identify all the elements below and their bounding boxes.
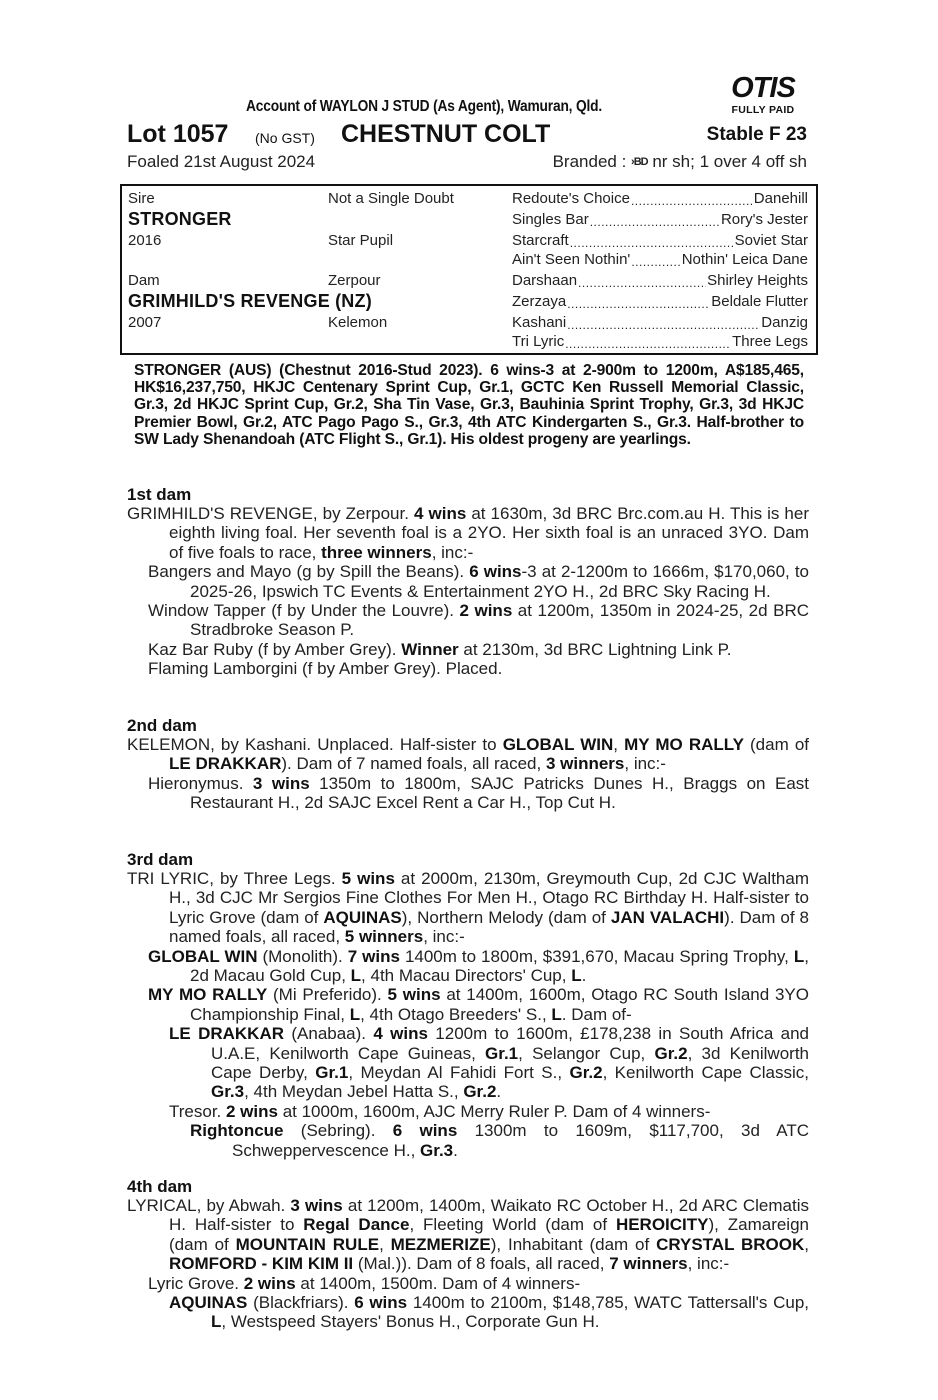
progeny-entry xyxy=(127,1293,809,1332)
sire-dam: Star Pupil xyxy=(328,232,394,249)
bold-highlight: MOUNTAIN RULE xyxy=(235,1234,380,1254)
text-run: , Fleeting World (dam of xyxy=(409,1215,616,1235)
leader-dots xyxy=(631,251,680,271)
text-run: (Sebring). xyxy=(283,1121,393,1141)
bold-highlight: L xyxy=(350,966,362,986)
text-run: , Kenilworth Cape Classic, xyxy=(602,1063,810,1083)
branded-prefix: Branded : xyxy=(552,152,632,171)
bold-highlight: Gr.1 xyxy=(485,1043,519,1063)
sire-label: Sire xyxy=(128,190,155,207)
text-run: (Mi Preferido). xyxy=(267,985,388,1005)
grandparent-row xyxy=(512,293,808,313)
bold-highlight: 4 wins xyxy=(373,1024,428,1044)
pedigree-table xyxy=(120,184,818,355)
bold-highlight: Gr.1 xyxy=(315,1063,349,1083)
text-run: Tresor. xyxy=(169,1101,226,1121)
text-run: 1200m to 1600m, £178,238 in South Africa and U.A.E, Kenilworth Cape Guineas, xyxy=(211,1024,809,1063)
text-run: . Dam of- xyxy=(561,1004,632,1024)
text-run: Flaming Lamborgini (f by Amber Grey). Placed. xyxy=(148,659,503,679)
brand-mark-icon: ›BD xyxy=(631,156,648,168)
text-run: , Selangor Cup, xyxy=(518,1043,655,1063)
dam-section-3 xyxy=(127,850,809,1160)
dam-year: 2007 xyxy=(128,314,162,331)
text-run: Kaz Bar Ruby (f by Amber Grey). xyxy=(148,639,402,659)
bold-highlight: LE DRAKKAR xyxy=(169,1024,285,1044)
progeny-entry xyxy=(127,947,809,986)
bold-highlight: 6 wins xyxy=(354,1293,408,1313)
bold-highlight: LE DRAKKAR xyxy=(169,754,282,774)
text-run: ). Dam of 7 named foals, all raced, xyxy=(281,754,546,774)
section-heading: 1st dam xyxy=(127,485,192,504)
leader-dots xyxy=(565,333,731,353)
fully-paid-label: FULLY PAID xyxy=(731,104,795,116)
bold-highlight: 3 wins xyxy=(252,773,310,793)
bold-highlight: 6 wins xyxy=(469,562,522,582)
bold-highlight: 7 winners xyxy=(609,1254,688,1274)
bold-highlight: MY MO RALLY xyxy=(148,985,268,1005)
progeny-entry xyxy=(127,1121,809,1160)
dam-sire: Zerpour xyxy=(328,272,381,289)
sire-summary: STRONGER (AUS) (Chestnut 2016-Stud 2023). 6 wins-3 at 2-900m to 1200m, A$185,465, HK$16,237,750, HKJC Centenary Sprint Cup, Gr.1, GCTC Ken Russell Memorial Classic, Gr.3, 2d HKJC Sprint Cup, Gr.2, Sha Tin Vase, Gr.3, Bauhinia Sprint Trophy, Gr.3, 3d HKJC Premier Bowl, Gr.2, ATC Pago Pago S., Gr.3, 4th ATC Kindergarten S., Gr.3. Half-brother to SW Lady Shenandoah (ATC Flight S., Gr.1). His oldest progeny are yearlings. xyxy=(134,362,804,448)
text-run: (Mal.)). Dam of 8 foals, all raced, xyxy=(353,1254,610,1274)
great-grandsire: Danehill xyxy=(753,190,808,207)
bold-highlight: three winners xyxy=(321,542,432,562)
text-run: (dam of xyxy=(743,735,810,754)
text-run: at 1200m, 1400m, Waikato RC October H., 2d ARC Clematis H. Half-sister to xyxy=(169,1196,809,1235)
bold-highlight: L xyxy=(211,1312,222,1332)
dam-summary xyxy=(127,504,809,562)
otis-fully-paid-logo xyxy=(720,74,806,118)
bold-highlight: CRYSTAL BROOK xyxy=(656,1234,805,1254)
grandparent-row xyxy=(512,333,808,353)
text-run: at 2130m, 3d BRC Lightning Link P. xyxy=(458,639,732,659)
vendor-account: Account of WAYLON J STUD (As Agent), Wamuran, Qld. xyxy=(246,98,603,115)
granddam: Ain't Seen Nothin' xyxy=(512,251,631,268)
text-run: 1350m to 1800m, SAJC Patricks Dunes H., Braggs on East Restaurant H., 2d SAJC Excel Rent a Car H., Top Cut H. xyxy=(190,773,810,813)
dam-section-2 xyxy=(127,716,809,813)
grandparent-row xyxy=(512,314,808,334)
grandparent-row xyxy=(512,211,808,231)
text-run: . xyxy=(496,1082,502,1102)
great-grandsire: Shirley Heights xyxy=(707,272,808,289)
bold-highlight: L xyxy=(793,946,805,966)
granddam-sire: Three Legs xyxy=(732,333,808,350)
foaled-date: Foaled 21st August 2024 xyxy=(127,152,316,171)
otis-logo-icon: OTIS xyxy=(731,72,795,104)
entries xyxy=(127,869,809,1160)
leader-dots xyxy=(590,211,720,231)
text-run: . xyxy=(453,1140,458,1160)
bold-highlight: 5 wins xyxy=(341,869,395,888)
dam-summary xyxy=(127,735,809,774)
bold-highlight: GLOBAL WIN xyxy=(502,735,614,754)
granddam-sire: Rory's Jester xyxy=(720,211,808,228)
text-run: Hieronymus. xyxy=(148,773,253,793)
progeny-entry xyxy=(127,659,809,678)
text-run: 1400m to 2100m, $148,785, WATC Tattersall's Cup, xyxy=(407,1293,809,1313)
text-run: GRIMHILD'S REVENGE, by Zerpour. xyxy=(127,504,414,523)
text-run: at 1000m, 1600m, AJC Merry Ruler P. Dam of 4 winners- xyxy=(277,1101,711,1121)
bold-highlight: GLOBAL WIN xyxy=(148,946,258,966)
text-run: , Meydan Al Fahidi Fort S., xyxy=(348,1063,570,1083)
dam-label: Dam xyxy=(128,272,160,289)
section-heading: 2nd dam xyxy=(127,716,197,735)
great-grandsire: Soviet Star xyxy=(734,232,808,249)
granddam: Tri Lyric xyxy=(512,333,565,350)
text-run: Bangers and Mayo (g by Spill the Beans). xyxy=(148,562,470,582)
progeny-entry xyxy=(127,1274,809,1293)
bold-highlight: Winner xyxy=(401,639,459,659)
bold-highlight: 7 wins xyxy=(347,946,400,966)
bold-highlight: Gr.2 xyxy=(569,1063,603,1083)
bold-highlight: 3 wins xyxy=(290,1196,343,1215)
grandparent-row xyxy=(512,190,808,210)
progeny-entry xyxy=(127,1102,809,1121)
text-run: . xyxy=(581,966,587,986)
leader-dots xyxy=(631,190,753,210)
bold-highlight: 5 wins xyxy=(387,985,441,1005)
grandparent-row xyxy=(512,232,808,252)
text-run: , xyxy=(804,1234,810,1254)
grandsire: Redoute's Choice xyxy=(512,190,630,207)
text-run: at 1630m, 3d BRC Brc.com.au H. This is her eighth living foal. Her seventh foal is a 2YO. Her sixth foal is an unraced 3YO. Dam of five foals to race, xyxy=(169,504,809,562)
bold-highlight: AQUINAS xyxy=(323,907,402,927)
entries xyxy=(127,735,809,813)
text-run: ), Zamareign (dam of xyxy=(169,1215,809,1254)
bold-highlight: 6 wins xyxy=(392,1121,458,1141)
text-run: , inc:- xyxy=(431,542,474,562)
progeny-entry xyxy=(127,562,809,601)
bold-highlight: 2 wins xyxy=(243,1273,296,1293)
bold-highlight: AQUINAS xyxy=(169,1293,248,1313)
bold-highlight: MY MO RALLY xyxy=(624,735,744,754)
leader-dots xyxy=(567,293,710,313)
progeny-entry xyxy=(127,601,809,640)
lot-number: Lot 1057 xyxy=(127,120,229,148)
section-heading: 4th dam xyxy=(127,1177,193,1196)
text-run: (Blackfriars). xyxy=(247,1293,355,1313)
text-run: 1300m to 1609m, $117,700, 3d ATC Schweppervescence H., xyxy=(232,1121,809,1160)
gst-note: (No GST) xyxy=(255,130,315,146)
text-run: , inc:- xyxy=(423,927,465,947)
granddam-sire: Beldale Flutter xyxy=(711,293,808,310)
grandsire: Starcraft xyxy=(512,232,569,249)
text-run: -3 at 2-1200m to 1666m, $170,060, to 2025-26, Ipswich TC Events & Entertainment 2YO H., 2d BRC Sky Racing H. xyxy=(190,562,809,601)
granddam: Singles Bar xyxy=(512,211,589,228)
dam-section-1 xyxy=(127,485,809,679)
text-run: Window Tapper (f by Under the Louvre). xyxy=(148,601,460,621)
section-heading: 3rd dam xyxy=(127,850,194,869)
text-run: ). Dam of 8 named foals, all raced, xyxy=(169,907,809,947)
sire-name: STRONGER xyxy=(128,209,232,229)
sire-year: 2016 xyxy=(128,232,162,249)
text-run: , 2d Macau Gold Cup, xyxy=(190,946,809,986)
text-run: , 4th Macau Directors' Cup, xyxy=(361,966,572,986)
dam-summary xyxy=(127,1196,809,1274)
text-run: , xyxy=(379,1234,391,1254)
text-run: at 1400m, 1500m. Dam of 4 winners- xyxy=(295,1273,581,1293)
text-run: LYRICAL, by Abwah. xyxy=(127,1196,291,1215)
lot-header xyxy=(127,120,807,150)
bold-highlight: L xyxy=(349,1004,361,1024)
bold-highlight: Regal Dance xyxy=(303,1215,410,1235)
dam-section-4 xyxy=(127,1177,809,1332)
bold-highlight: JAN VALACHI xyxy=(610,907,725,927)
bold-highlight: L xyxy=(551,1004,562,1024)
text-run: at 1200m, 1350m in 2024-25, 2d BRC Stradbroke Season P. xyxy=(190,601,809,640)
text-run: , 4th Meydan Jebel Hatta S., xyxy=(244,1082,464,1102)
bold-highlight: 5 winners xyxy=(344,927,424,947)
text-run: , inc:- xyxy=(624,754,666,774)
dam-dam: Kelemon xyxy=(328,314,388,331)
progeny-entry xyxy=(127,985,809,1024)
bold-highlight: Gr.3 xyxy=(211,1082,245,1102)
bold-highlight: 3 winners xyxy=(545,754,625,774)
leader-dots xyxy=(578,272,706,292)
grandsire: Kashani xyxy=(512,314,567,331)
sire-sire: Not a Single Doubt xyxy=(328,190,454,207)
leader-dots xyxy=(567,314,760,334)
granddam-sire: Nothin' Leica Dane xyxy=(681,251,808,268)
bold-highlight: 2 wins xyxy=(226,1101,278,1121)
brand-description xyxy=(553,152,807,172)
bold-highlight: L xyxy=(571,966,582,986)
grandsire: Darshaan xyxy=(512,272,578,289)
lot-title: CHESTNUT COLT xyxy=(341,120,551,148)
grandparent-row xyxy=(512,272,808,292)
text-run: Lyric Grove. xyxy=(148,1273,244,1293)
branded-suffix: nr sh; 1 over 4 off sh xyxy=(647,152,807,171)
grandparent-row xyxy=(512,251,808,271)
text-run: , 4th Otago Breeders' S., xyxy=(360,1004,552,1024)
bold-highlight: ROMFORD - KIM KIM II xyxy=(169,1254,354,1274)
progeny-entry xyxy=(127,640,809,659)
text-run: 1400m to 1800m, $391,670, Macau Spring Trophy, xyxy=(399,946,794,966)
bold-highlight: 2 wins xyxy=(459,601,513,621)
stable-location: Stable F 23 xyxy=(706,124,807,145)
bold-highlight: Gr.2 xyxy=(463,1082,497,1102)
text-run: at 2000m, 2130m, Greymouth Cup, 2d CJC Waltham H., 3d CJC Mr Sergios Fine Clothes For Men H., Otago RC Birthday H. Half-sister to Lyric Grove (dam of xyxy=(169,869,809,927)
bold-highlight: Rightoncue xyxy=(190,1121,284,1141)
great-grandsire: Danzig xyxy=(761,314,808,331)
text-run: , inc:- xyxy=(687,1254,730,1274)
text-run: (Anabaa). xyxy=(284,1024,374,1044)
bold-highlight: Gr.2 xyxy=(654,1043,688,1063)
text-run: TRI LYRIC, by Three Legs. xyxy=(127,869,342,888)
text-run: , xyxy=(613,735,625,754)
text-run: at 1400m, 1600m, Otago RC South Island 3YO Championship Final, xyxy=(190,985,809,1024)
text-run: ), Northern Melody (dam of xyxy=(401,907,611,927)
bold-highlight: HEROICITY xyxy=(615,1215,709,1235)
progeny-entry xyxy=(127,774,809,813)
text-run: (Monolith). xyxy=(257,946,348,966)
entries xyxy=(127,504,809,679)
granddam: Zerzaya xyxy=(512,293,567,310)
entries xyxy=(127,1196,809,1332)
text-run: KELEMON, by Kashani. Unplaced. Half-sister to xyxy=(127,735,503,754)
text-run: , 3d Kenilworth Cape Derby, xyxy=(211,1043,809,1083)
text-run: ), Inhabitant (dam of xyxy=(490,1234,657,1254)
leader-dots xyxy=(570,232,734,252)
bold-highlight: Gr.3 xyxy=(420,1140,454,1160)
bold-highlight: 4 wins xyxy=(414,504,467,523)
progeny-entry xyxy=(127,1024,809,1102)
text-run: , Westspeed Stayers' Bonus H., Corporate Gun H. xyxy=(221,1312,600,1332)
dam-summary xyxy=(127,869,809,947)
bold-highlight: MEZMERIZE xyxy=(390,1234,491,1254)
dam-name: GRIMHILD'S REVENGE (NZ) xyxy=(128,291,372,311)
